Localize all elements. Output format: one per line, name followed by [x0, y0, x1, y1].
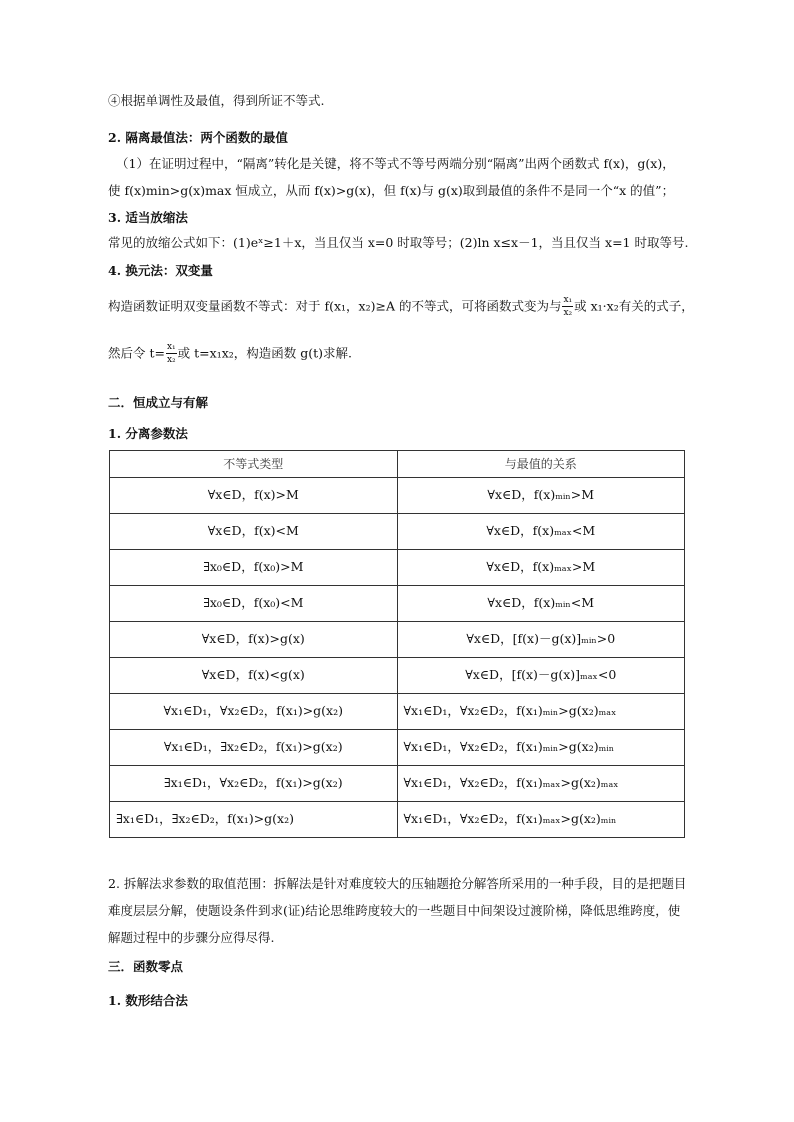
table-cell: ∀x∈D，f(x)>M — [110, 478, 398, 514]
table-cell: ∃x₀∈D，f(x₀)>M — [110, 550, 398, 586]
table-cell: ∀x₁∈D₁，∀x₂∈D₂，f(x₁)ₘᵢₙ>g(x₂)ₘᵢₙ — [397, 730, 685, 766]
substitution-line-2-part-a: 然后令 t= — [108, 345, 165, 361]
substitution-line-1-part-b: 或 x₁·x₂有关的式子， — [574, 298, 694, 314]
isolation-paragraph-line-1: （1）在证明过程中，“隔离”转化是关键，将不等式不等号两端分别“隔离”出两个函数式 f(x)，g(x)， — [116, 156, 675, 171]
scaling-formulas: 常见的放缩公式如下：(1)eˣ≥1＋x，当且仅当 x=0 时取等号；(2)ln x≤x－1，当且仅当 x=1 时取等号. — [108, 235, 689, 250]
table-cell: ∃x₀∈D，f(x₀)<M — [110, 586, 398, 622]
heading-isolation-method: 2. 隔离最值法：两个函数的最值 — [108, 130, 288, 145]
table-cell: ∀x₁∈D₁，∀x₂∈D₂，f(x₁)>g(x₂) — [110, 694, 398, 730]
table-row — [110, 550, 685, 586]
heading-separation-method: 1. 分离参数法 — [108, 426, 188, 441]
table-row — [110, 730, 685, 766]
table-row — [110, 622, 685, 658]
inequality-table — [109, 450, 685, 838]
substitution-line-1 — [108, 296, 734, 318]
substitution-line-1-part-a: 构造函数证明双变量函数不等式：对于 f(x₁，x₂)≥A 的不等式，可将函数式变为与 — [108, 298, 562, 314]
table-cell: ∀x∈D，f(x)ₘₐₓ>M — [397, 550, 685, 586]
table-cell: ∀x₁∈D₁，∀x₂∈D₂，f(x₁)ₘₐₓ>g(x₂)ₘₐₓ — [397, 766, 685, 802]
table-cell: ∀x₁∈D₁，∃x₂∈D₂，f(x₁)>g(x₂) — [110, 730, 398, 766]
table-row — [110, 658, 685, 694]
substitution-line-2-part-b: 或 t=x₁x₂，构造函数 g(t)求解. — [177, 345, 352, 361]
section-2-heading: 二．恒成立与有解 — [108, 395, 209, 410]
decomposition-paragraph-line-3: 解题过程中的步骤分应得尽得. — [108, 930, 275, 945]
heading-scaling-method: 3. 适当放缩法 — [108, 210, 188, 225]
table-row — [110, 802, 685, 838]
step-4-text: ④根据单调性及最值，得到所证不等式. — [108, 93, 325, 108]
table-row — [110, 586, 685, 622]
table-header-row — [110, 451, 685, 478]
decomposition-paragraph-line-2: 难度层层分解，使题设条件到求(证)结论思维跨度较大的一些题目中间架设过渡阶梯，降低思维跨度，使 — [108, 903, 681, 918]
table-cell: ∀x∈D，[f(x)－g(x)]ₘᵢₙ>0 — [397, 622, 685, 658]
table-row — [110, 766, 685, 802]
table-cell: ∃x₁∈D₁，∀x₂∈D₂，f(x₁)>g(x₂) — [110, 766, 398, 802]
table-cell: ∀x∈D，f(x)ₘᵢₙ>M — [397, 478, 685, 514]
section-3-heading: 三．函数零点 — [108, 959, 184, 974]
heading-graph-method: 1. 数形结合法 — [108, 993, 188, 1008]
table-cell: ∃x₁∈D₁，∃x₂∈D₂，f(x₁)>g(x₂) — [110, 802, 398, 838]
table-cell: ∀x₁∈D₁，∀x₂∈D₂，f(x₁)ₘᵢₙ>g(x₂)ₘₐₓ — [397, 694, 685, 730]
heading-substitution-method: 4. 换元法：双变量 — [108, 263, 213, 278]
table-cell: ∀x∈D，f(x)<g(x) — [110, 658, 398, 694]
fraction-x1-over-x2: $\frac{\text{x₁}}{\text{x₂}}$ — [563, 295, 573, 318]
table-row — [110, 694, 685, 730]
table-cell: ∀x∈D，f(x)ₘᵢₙ<M — [397, 586, 685, 622]
table-cell: ∀x∈D，[f(x)－g(x)]ₘₐₓ<0 — [397, 658, 685, 694]
fraction-t-x1-over-x2: $\frac{\text{x₁}}{\text{x₂}}$ — [166, 342, 176, 365]
table-row — [110, 478, 685, 514]
decomposition-paragraph-line-1: 2. 拆解法求参数的取值范围：拆解法是针对难度较大的压轴题抢分解答所采用的一种手段，目的是把题目 — [108, 876, 687, 891]
table-cell: ∀x₁∈D₁，∀x₂∈D₂，f(x₁)ₘₐₓ>g(x₂)ₘᵢₙ — [397, 802, 685, 838]
table-cell: ∀x∈D，f(x)ₘₐₓ<M — [397, 514, 685, 550]
isolation-paragraph-line-2: 使 f(x)min>g(x)max 恒成立，从而 f(x)>g(x)，但 f(x)与 g(x)取到最值的条件不是同一个“x 的值”； — [108, 183, 675, 198]
table-header-type: 不等式类型 — [110, 451, 398, 478]
substitution-line-2 — [108, 343, 734, 365]
table-row — [110, 514, 685, 550]
table-cell: ∀x∈D，f(x)<M — [110, 514, 398, 550]
table-cell: ∀x∈D，f(x)>g(x) — [110, 622, 398, 658]
table-header-relation: 与最值的关系 — [397, 451, 685, 478]
